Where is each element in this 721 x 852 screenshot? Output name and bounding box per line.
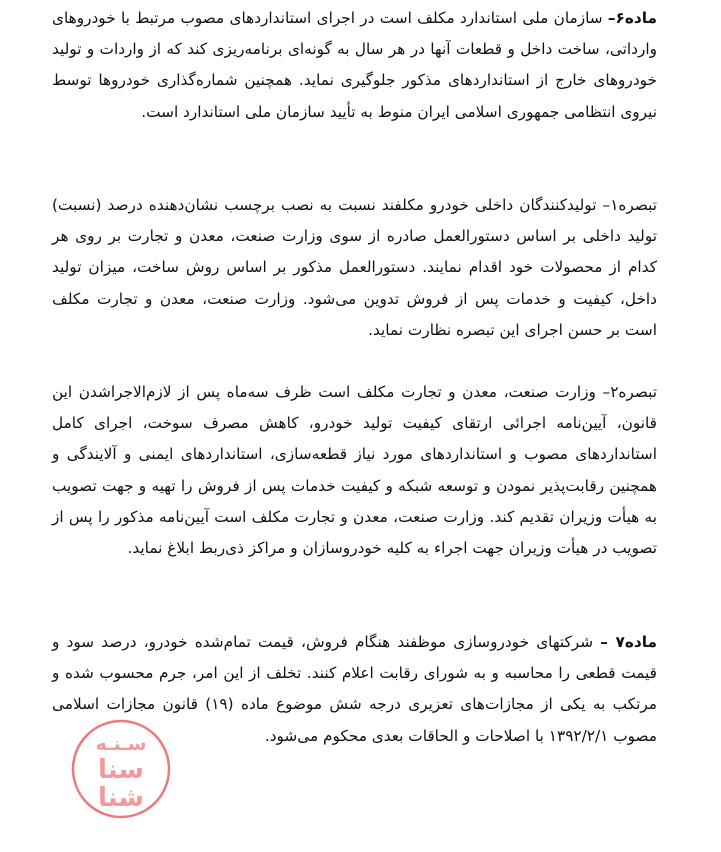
note-2-text: تبصره۲– وزارت صنعت، معدن و تجارت مکلف است ظرف سه‌ماه پس از لازم‌الاجراشدن این قانون، آیین‌نامه اجرائی ارتقای کیفیت تولید خودرو، کاهش مصرف سوخت، اجرای کامل استانداردهای مصوب و استانداردهای مورد نیاز قطعه‌سازی، استانداردهای ایمنی و آلایندگی و همچنین رقابت‌پذیر نمودن و توسعه شبکه و کیفیت خدمات پس از فروش را تهیه و جهت تصویب به هیأت وزیران تقدیم کند. وزارت صنعت، معدن و تجارت مکلف است آیین‌نامه مذکور را پس از تصویب در هیأت وزیران جهت اجراء به کلیه خودروسازان و مراکز ذی‌ربط ابلاغ نماید. (52, 383, 657, 558)
note-1-paragraph (52, 190, 657, 346)
article-6-text: سازمان ملی استاندارد مکلف است در اجرای استانداردهای مصوب مرتبط با خودروهای وارداتی، ساخت داخل و قطعات آنها در هر سال به گونه‌ای برنامه‌ریزی کند که از واردات و تولید خودروهای خارج از استانداردهای مذکور جلوگیری نماید. همچنین شماره‌گذاری خودروها توسط نیروی انتظامی جمهوری اسلامی ایران منوط به تأیید سازمان ملی استاندارد است. (52, 9, 657, 121)
note-2-paragraph (52, 377, 657, 564)
article-6-heading: ماده۶– (607, 9, 657, 27)
sena-watermark-logo (70, 718, 172, 820)
stamp-line-1: سـنـه (95, 733, 147, 755)
stamp-line-2: سنا (98, 755, 144, 785)
note-1-text: تبصره۱– تولیدکنندگان داخلی خودرو مکلفند نسبت به نصب برچسب نشان‌دهنده درصد (نسبت) تولید داخلی بر اساس دستورالعمل صادره از سوی وزارت صنعت، معدن و تجارت بر روی هر کدام از محصولات خود اقدام نمایند. دستورالعمل مذکور بر اساس روش ساخت، میزان تولید داخل، کیفیت و خدمات پس از فروش تدوین می‌شود. وزارت صنعت، معدن و تجارت مکلف است بر حسن اجرای این تبصره نظارت نماید. (52, 196, 657, 339)
article-7-heading: ماده۷ – (600, 633, 657, 651)
article-7-text: شرکتهای خودروسازی موظفند هنگام فروش، قیمت تمام‌شده خودرو، درصد سود و قیمت قطعی را محاسبه و به شورای رقابت اعلام کنند. تخلف از این امر، جرم محسوب شده و مرتکب به یکی از مجازات‌های تعزیری درجه شش موضوع ماده (۱۹) قانون مجازات اسلامی مصوب ۱۳۹۲/۲/۱ با اصلاحات و الحاقات بعدی محکوم می‌شود. (52, 633, 657, 745)
stamp-line-3: شنا (98, 783, 144, 813)
article-6-paragraph (52, 3, 657, 128)
